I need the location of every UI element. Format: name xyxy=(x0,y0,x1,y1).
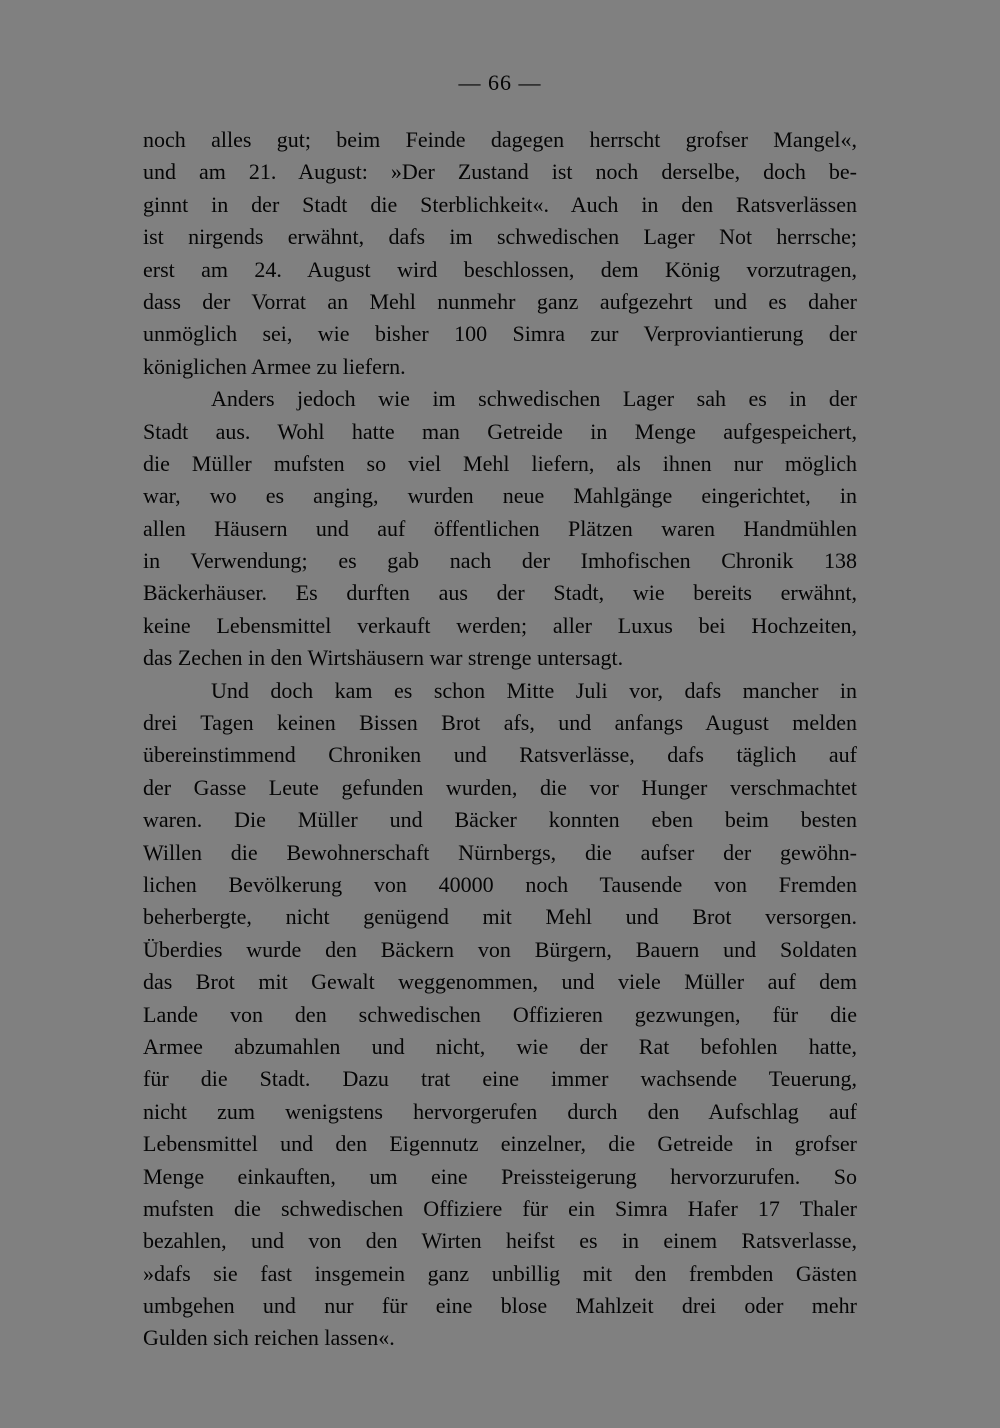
text-line: allen Häusern und auf öffentlichen Plätzen waren Handmühlen xyxy=(143,515,857,541)
text-line: der Gasse Leute gefunden wurden, die vor Hunger verschmachtet xyxy=(143,774,857,800)
text-line: Gulden sich reichen lassen«. xyxy=(143,1325,395,1351)
text-line: nicht zum wenigstens hervorgerufen durch den Aufschlag auf xyxy=(143,1098,857,1124)
text-line: noch alles gut; beim Feinde dagegen herrscht grofser Mangel«, xyxy=(143,127,857,152)
text-line: Stadt aus. Wohl hatte man Getreide in Menge aufgespeichert, xyxy=(143,418,857,444)
text-line: Armee abzumahlen und nicht, wie der Rat befohlen hatte, xyxy=(143,1033,857,1059)
text-line: waren. Die Müller und Bäcker konnten eben beim besten xyxy=(143,807,857,833)
text-line: Lande von den schwedischen Offizieren gezwungen, für die xyxy=(143,1001,857,1027)
text-line: Lebensmittel und den Eigennutz einzelner, die Getreide in grofser xyxy=(143,1131,857,1157)
text-line: das Brot mit Gewalt weggenommen, und viele Müller auf dem xyxy=(143,969,857,995)
text-line: das Zechen in den Wirtshäusern war strenge untersagt. xyxy=(143,645,624,671)
text-line: »dafs sie fast insgemein ganz unbillig mit den frembden Gästen xyxy=(143,1260,857,1286)
text-line: unmöglich sei, wie bisher 100 Simra zur Verproviantierung der xyxy=(143,321,857,347)
text-line: in Verwendung; es gab nach der Imhofischen Chronik 138 xyxy=(143,548,857,574)
text-line: Willen die Bewohnerschaft Nürnbergs, die aufser der gewöhn- xyxy=(143,839,857,865)
text-line: beherbergte, nicht genügend mit Mehl und Brot versorgen. xyxy=(143,904,857,930)
text-line: ginnt in der Stadt die Sterblichkeit«. Auch in den Ratsverlässen xyxy=(143,191,857,217)
text-line: Anders jedoch wie im schwedischen Lager sah es in der xyxy=(211,386,857,412)
text-line: für die Stadt. Dazu trat eine immer wachsende Teuerung, xyxy=(143,1066,857,1092)
body-text xyxy=(143,124,857,1355)
text-line: Und doch kam es schon Mitte Juli vor, dafs mancher in xyxy=(211,677,857,703)
text-line: und am 21. August: »Der Zustand ist noch derselbe, doch be- xyxy=(143,159,857,185)
text-line: Menge einkauften, um eine Preissteigerung hervorzurufen. So xyxy=(143,1163,857,1189)
text-line: bezahlen, und von den Wirten heifst es in einem Ratsverlasse, xyxy=(143,1228,857,1254)
text-line: mufsten die schwedischen Offiziere für ein Simra Hafer 17 Thaler xyxy=(143,1195,857,1221)
text-line: ist nirgends erwähnt, dafs im schwedischen Lager Not herrsche; xyxy=(143,224,857,250)
text-line: umbgehen und nur für eine blose Mahlzeit drei oder mehr xyxy=(143,1293,857,1319)
text-line: die Müller mufsten so viel Mehl liefern, als ihnen nur möglich xyxy=(143,450,857,476)
text-line: war, wo es anging, wurden neue Mahlgänge eingerichtet, in xyxy=(143,483,857,509)
text-line: übereinstimmend Chroniken und Ratsverlässe, dafs täglich auf xyxy=(143,742,857,768)
paragraph xyxy=(143,675,857,1355)
text-line: erst am 24. August wird beschlossen, dem König vorzutragen, xyxy=(143,256,857,282)
text-line: königlichen Armee zu liefern. xyxy=(143,353,406,379)
text-line: keine Lebensmittel verkauft werden; aller Luxus bei Hochzeiten, xyxy=(143,612,857,638)
paragraph xyxy=(143,383,857,675)
text-line: Bäckerhäuser. Es durften aus der Stadt, wie bereits erwähnt, xyxy=(143,580,857,606)
text-line: dass der Vorrat an Mehl nunmehr ganz aufgezehrt und es daher xyxy=(143,288,857,314)
text-line: drei Tagen keinen Bissen Brot afs, und anfangs August melden xyxy=(143,710,857,736)
paragraph xyxy=(143,124,857,383)
text-line: lichen Bevölkerung von 40000 noch Tausende von Fremden xyxy=(143,871,857,897)
page-number: — 66 — xyxy=(458,70,542,95)
text-line: Überdies wurde den Bäckern von Bürgern, Bauern und Soldaten xyxy=(143,936,857,962)
